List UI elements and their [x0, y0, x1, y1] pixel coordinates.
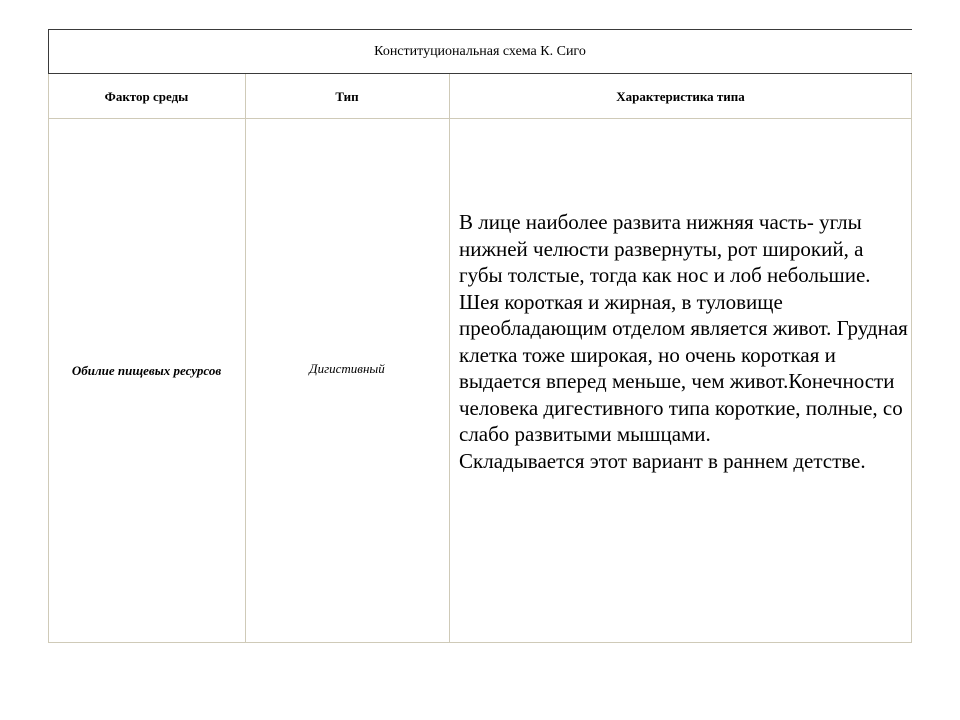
- header-type: Тип: [335, 88, 359, 104]
- cell-characteristic: [459, 209, 909, 474]
- grid-right-border: [911, 74, 912, 643]
- header-characteristic: Характеристика типа: [616, 88, 745, 104]
- table-title: Конституциональная схема К. Сиго: [374, 43, 586, 59]
- header-factor: Фактор среды: [104, 88, 189, 104]
- type-value: Дигистивный: [309, 361, 385, 376]
- characteristic-paragraph-body: Шея короткая и жирная, в туловище преобладающим отделом является живот. Грудная клетка тоже широкая, но очень короткая и выдается вперед меньше, чем живот.Конечности человека дигестивного типа короткие, полные, со слабо развитыми мышцами.: [459, 289, 908, 446]
- grid-divider-2: [449, 74, 450, 643]
- constitutional-scheme-table: [48, 29, 912, 643]
- factor-value: Обилие пищевых ресурсов: [71, 363, 222, 378]
- characteristic-paragraph-origin: Складывается этот вариант в раннем детстве.: [459, 448, 866, 473]
- cell-type: [245, 119, 449, 643]
- characteristic-paragraph-face: В лице наиболее развита нижняя часть- углы нижней челюсти развернуты, рот широкий, а губы толстые, тогда как нос и лоб небольшие.: [459, 210, 871, 287]
- cell-factor: [48, 119, 245, 643]
